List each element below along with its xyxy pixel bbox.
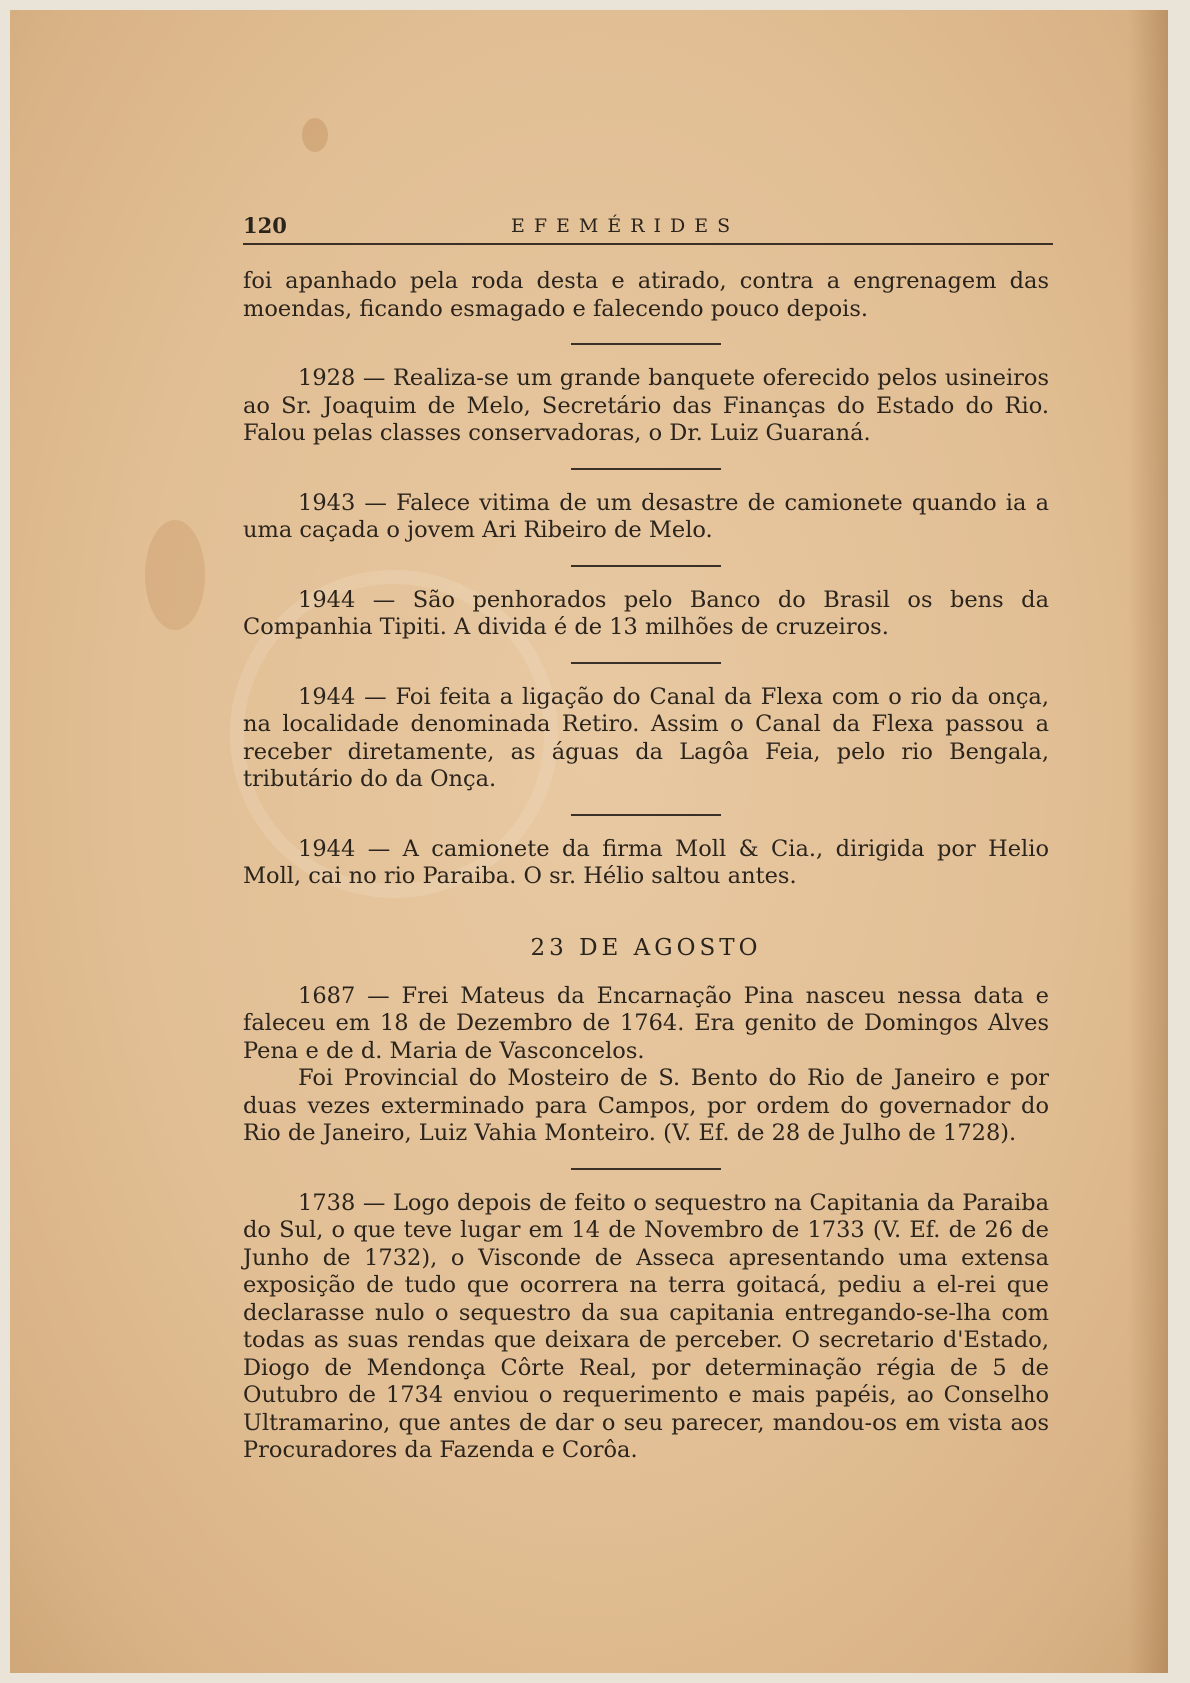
book-page	[10, 10, 1168, 1673]
entry-continuation: foi apanhado pela roda desta e atirado, contra a engrenagem das moendas, ficando esmagado e falecendo pouco depois.	[243, 268, 1049, 322]
entry-1944-camionete: 1944 — A camionete da firma Moll & Cia., dirigida por Helio Moll, cai no rio Paraiba. O sr. Hélio saltou antes.	[243, 835, 1049, 889]
separator	[571, 343, 721, 345]
separator	[571, 565, 721, 567]
running-title: EFEMÉRIDES	[511, 215, 740, 237]
page-number: 120	[243, 213, 287, 238]
entry-1687-continued: Foi Provincial do Mosteiro de S. Bento do Rio de Janeiro e por duas vezes exterminado para Campos, por ordem do governador do Rio de Janeiro, Luiz Vahia Monteiro. (V. Ef. de 28 de Julho de 1728).	[243, 1065, 1049, 1146]
header-rule	[243, 243, 1053, 245]
separator	[571, 468, 721, 470]
stain-top	[302, 118, 328, 152]
separator	[571, 1168, 721, 1170]
entry-1687: 1687 — Frei Mateus da Encarnação Pina nasceu nessa data e faleceu em 18 de Dezembro de 1764. Era genito de Domingos Alves Pena e de d. Maria de Vasconcelos.	[243, 982, 1049, 1064]
entry-1944-canal: 1944 — Foi feita a ligação do Canal da Flexa com o rio da onça, na localidade denominada Retiro. Assim o Canal da Flexa passou a receber diretamente, as águas da Lagôa Feia, pelo rio Bengala, tributário do da Onça.	[243, 683, 1049, 792]
page-header	[243, 213, 1053, 241]
entry-1738: 1738 — Logo depois de feito o sequestro na Capitania da Paraiba do Sul, o que teve lugar em 14 de Novembro de 1733 (V. Ef. de 26 de Junho de 1732), o Visconde de Asseca apresentando uma extensa exposição de tudo que ocorrera na terra goitacá, pediu a el-rei que declarasse nulo o sequestro da sua capitania entregando-se-lha com todas as suas rendas que deixara de perceber. O secretario d'Estado, Diogo de Mendonça Côrte Real, por determinação régia de 5 de Outubro de 1734 enviou o requerimento e mais papéis, ao Conselho Ultramarino, que antes de dar o seu parecer, mandou-os em vista aos Procuradores da Fazenda e Corôa.	[243, 1189, 1049, 1463]
separator	[571, 662, 721, 664]
page-body	[243, 268, 1049, 1465]
page-edge-shadow	[1128, 10, 1168, 1673]
entry-1928: 1928 — Realiza-se um grande banquete oferecido pelos usineiros ao Sr. Joaquim de Melo, Secretário das Finanças do Estado do Rio. Falou pelas classes conservadoras, o Dr. Luiz Guaraná.	[243, 365, 1049, 446]
separator	[571, 814, 721, 816]
section-heading: 23 DE AGOSTO	[530, 934, 762, 961]
entry-1943: 1943 — Falece vitima de um desastre de camionete quando ia a uma caçada o jovem Ari Ribeiro de Melo.	[243, 489, 1049, 543]
stain-left	[145, 520, 205, 630]
entry-1944-banco: 1944 — São penhorados pelo Banco do Brasil os bens da Companhia Tipiti. A divida é de 13 milhões de cruzeiros.	[243, 586, 1049, 640]
